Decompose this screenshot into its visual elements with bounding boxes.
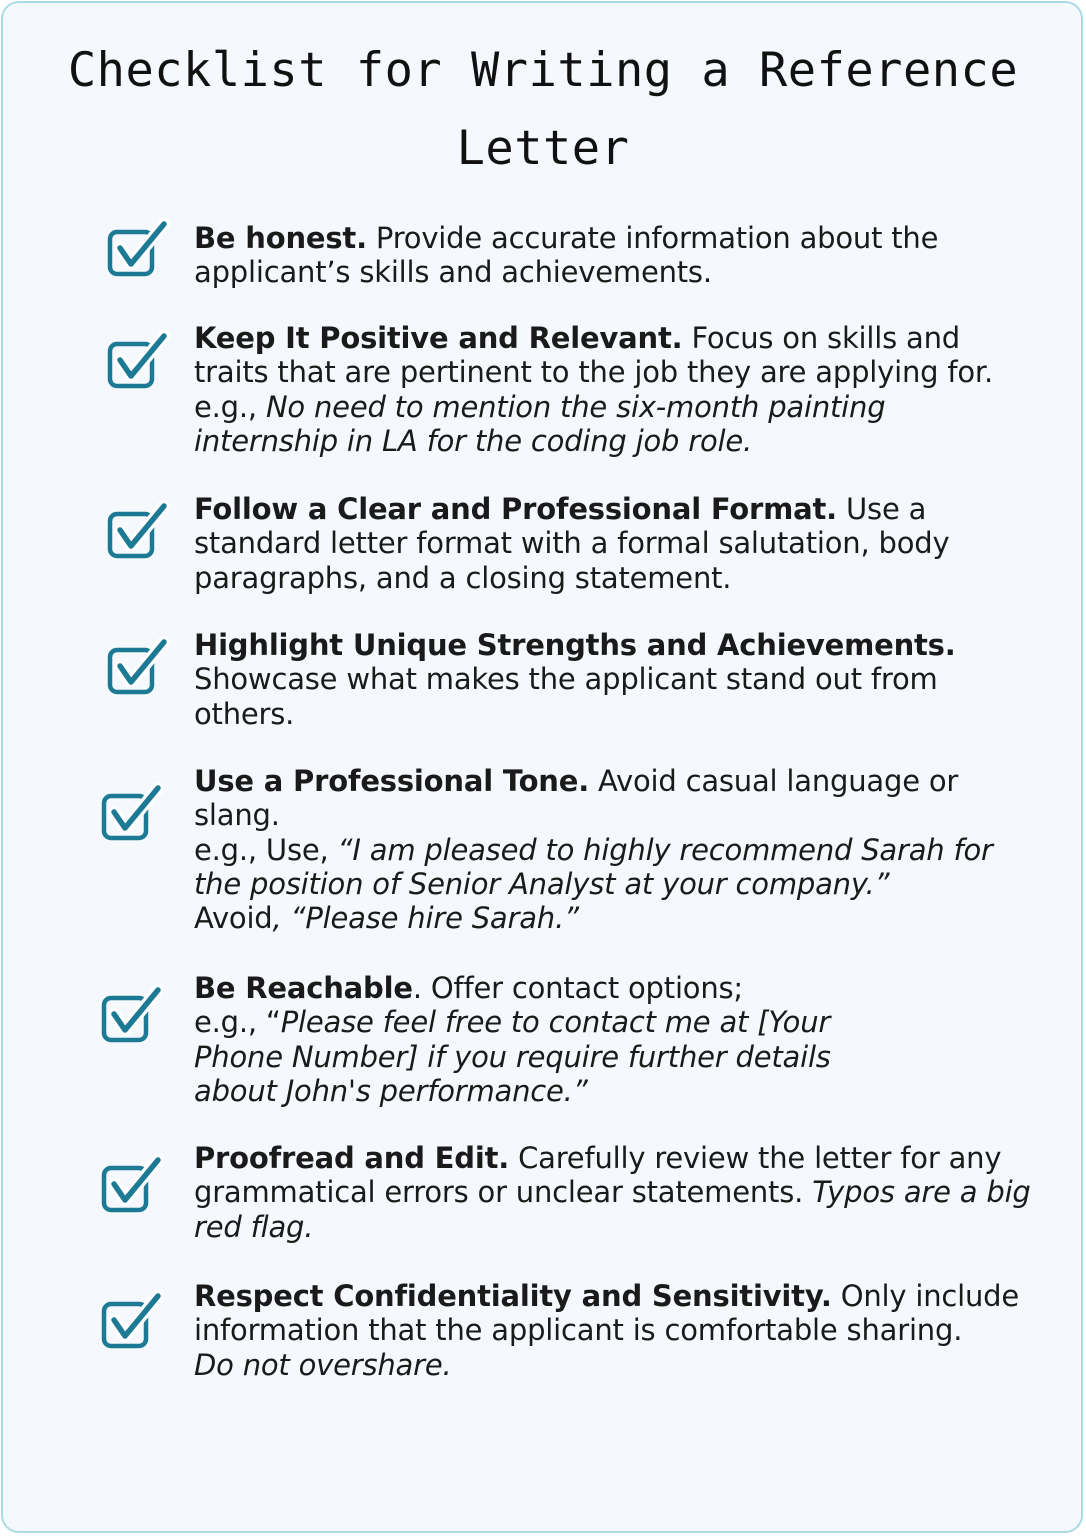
example-prefix: e.g., “ [194,1005,281,1040]
item-text [194,492,1034,595]
item-heading: Use a Professional Tone. [194,764,590,798]
item-body: Focus on skills and traits that are pertinent to the job they are applying for. [194,321,993,390]
item-body: Only include information that the applicant is comfortable sharing. [194,1279,1020,1348]
checkbox-checked-icon [100,1154,164,1218]
checkbox-checked-icon [100,1290,164,1354]
item-body: . Offer contact options; [412,971,743,1005]
checkbox-checked-icon [100,984,164,1048]
item-heading: Be honest. [194,221,367,255]
item-body: Provide accurate information about the applicant’s skills and achievements. [194,221,939,290]
item-body: Use a standard letter format with a formal salutation, body paragraphs, and a closing statement. [194,492,950,595]
item-italic-note: Typos are a big red flag. [194,1175,1031,1244]
item-text [194,628,1034,731]
item-text [194,221,1034,290]
checkbox-checked-icon [106,636,170,700]
checkbox-checked-icon [106,330,170,394]
item-text [194,1279,1034,1382]
item-body: Showcase what makes the applicant stand out from others. [194,662,938,731]
item-heading: Follow a Clear and Professional Format. [194,492,837,526]
example-text: Please feel free to contact me at [Your Phone Number] if you require further details about John's performance.” [194,1005,831,1108]
item-body: Avoid casual language or slang. [194,764,959,833]
item-text [194,764,1009,935]
title-line-2: Letter [456,121,630,176]
item-body: Carefully review the letter for any grammatical errors or unclear statements. [194,1141,1002,1210]
checkbox-checked-icon [100,782,164,846]
example-prefix: e.g., Use, [194,832,338,867]
item-heading: Highlight Unique Strengths and Achievements. [194,628,956,662]
avoid-prefix: Avoid [194,901,273,936]
item-text [194,1141,1034,1244]
example-text: No need to mention the six-month painting internship in LA for the coding job role. [194,389,886,458]
title-line-1: Checklist for Writing a Reference [67,43,1019,98]
example-text: “I am pleased to highly recommend Sarah for the position of Senior Analyst at your company.” [194,832,993,901]
item-italic-note: Do not overshare. [194,1347,452,1382]
item-heading: Keep It Positive and Relevant. [194,321,683,355]
item-heading: Proofread and Edit. [194,1141,510,1175]
example-prefix: e.g., [194,389,266,424]
page-title [0,32,1086,188]
item-text [194,321,1034,458]
item-text [194,971,914,1108]
item-heading: Respect Confidentiality and Sensitivity. [194,1279,832,1313]
checkbox-checked-icon [106,218,170,282]
avoid-text: , “Please hire Sarah.” [272,901,579,936]
item-heading: Be Reachable [194,971,413,1005]
checkbox-checked-icon [106,500,170,564]
